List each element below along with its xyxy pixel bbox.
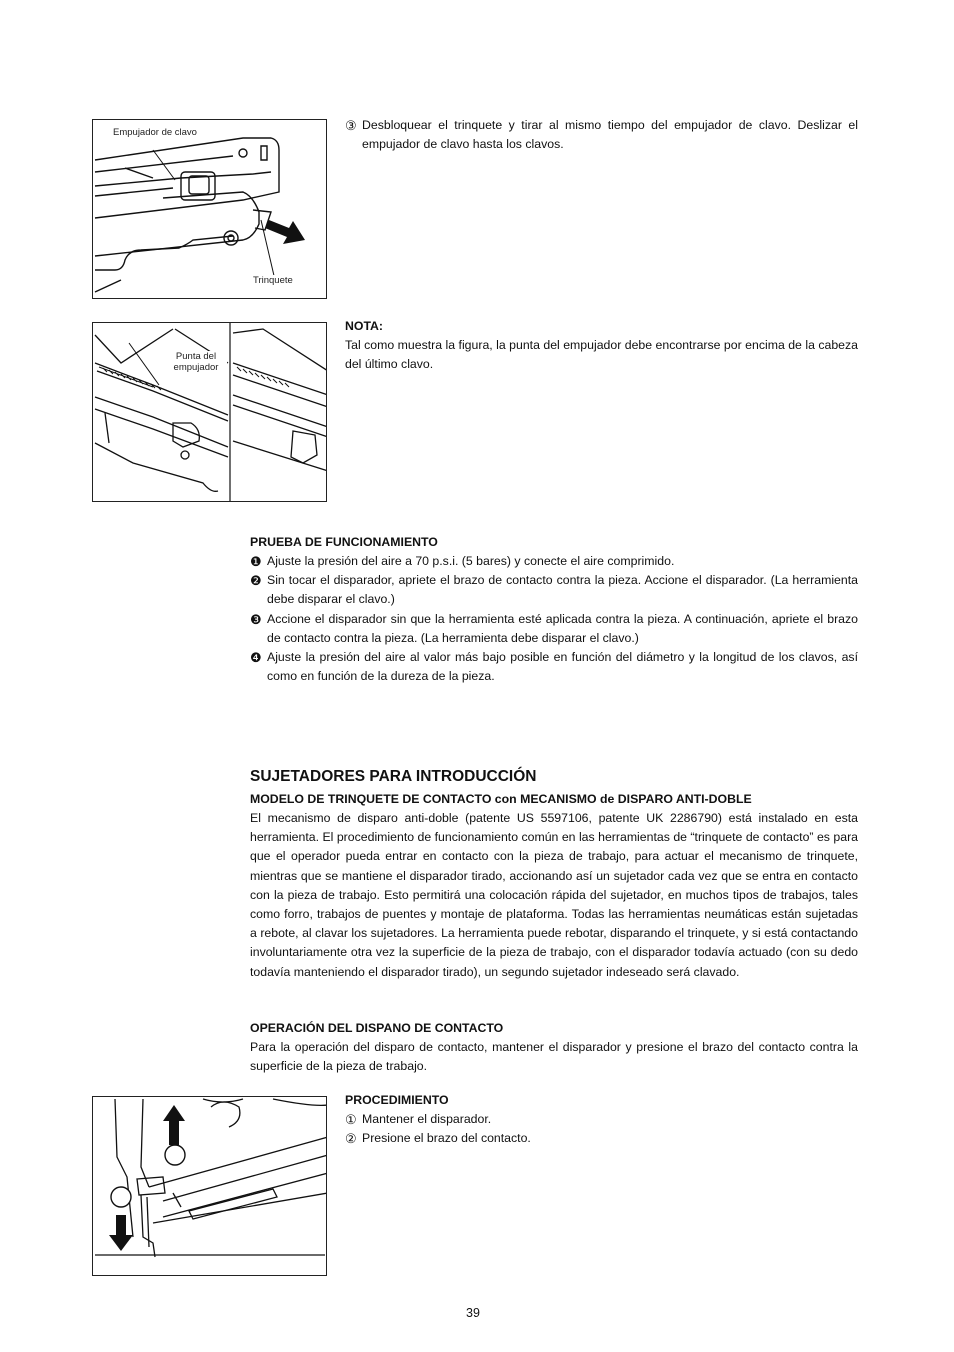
arrow-down-icon	[109, 1215, 133, 1251]
note-text: Tal como muestra la figura, la punta del empujador debe encontrarse por encima de la cabeza del último clavo.	[345, 338, 858, 372]
page-number: 39	[466, 1306, 480, 1320]
test-item	[250, 610, 858, 648]
test-heading: PRUEBA DE FUNCIONAMIENTO	[250, 535, 438, 549]
label-pusher-tip: Punta del empujador	[165, 351, 227, 373]
fasteners-section	[250, 790, 858, 982]
step-marker: ❸	[250, 611, 262, 627]
contact-operation-illustration	[93, 1097, 327, 1276]
step-marker: ②	[345, 1131, 357, 1147]
step-marker: ❷	[250, 573, 262, 589]
procedure-section	[345, 1091, 858, 1148]
contact-operation-text: Para la operación del disparo de contacto, mantener el disparador y presione el brazo del contacto contra la superficie de la pieza de trabajo.	[250, 1040, 858, 1074]
test-item-text: Sin tocar el disparador, apriete el brazo de contacto contra la pieza. Accione el disparador. (La herramienta debe disparar el clavo.)	[267, 573, 858, 607]
step-3	[345, 116, 858, 154]
procedure-item-text: Mantener el disparador.	[362, 1112, 492, 1126]
test-item-text: Accione el disparador sin que la herramienta esté aplicada contra la pieza. A continuación, apriete el brazo de contacto contra la pieza. (La herramienta debe disparar el clavo.)	[267, 611, 858, 645]
test-item	[250, 552, 858, 571]
callout-circle-2	[165, 1145, 185, 1165]
step-marker: ❹	[250, 650, 262, 666]
procedure-heading: PROCEDIMIENTO	[345, 1093, 449, 1107]
test-section	[250, 533, 858, 686]
step-marker: ③	[345, 118, 357, 133]
label-nail-pusher: Empujador de clavo	[113, 127, 197, 138]
procedure-item	[345, 1129, 858, 1148]
nail-pusher-illustration	[93, 120, 327, 299]
test-item-text: Ajuste la presión del aire al valor más bajo posible en función del diámetro y la longitud de los clavos, así como en función de la dureza de la pieza.	[267, 650, 858, 684]
section-title: SUJETADORES PARA INTRODUCCIÓN	[250, 768, 537, 785]
step-marker: ❶	[250, 554, 262, 569]
procedure-item-text: Presione el brazo del contacto.	[362, 1131, 531, 1146]
test-item-text: Ajuste la presión del aire a 70 p.s.i. (5 bares) y conecte el aire comprimido.	[267, 554, 675, 568]
figure-pusher-tip	[92, 322, 327, 502]
procedure-item	[345, 1110, 858, 1129]
figure-nail-pusher	[92, 119, 327, 299]
fasteners-paragraph: El mecanismo de disparo anti-doble (patente US 5597106, patente UK 2286790) está instalado en esta herramienta. El procedimiento de funcionamiento común en las herramientas de “trinquete de contacto” es para que el operador pueda entrar en contacto con la pieza de trabajo, para actuar el mecanismo de trinquete, mientras que se mantiene el disparador tirado, accionando así un sujetador cada vez que se entra en contacto con la pieza de trabajo. Esto permitirá una colocación rápida del sujetador, en muchos tipos de trabajos, tales como forro, trabajos de puentes y montaje de plataforma. Todas las herramientas neumáticas están sujetadas a rebote, al clavar los sujetadores. La herramienta puede rebotar, disparando el trinquete, y si está contactando involuntariamente otra vez la superficie de la pieza de trabajo, con el disparador todavía actuado (con su dedo todavía manteniendo el disparador tirado), un segundo sujetador indeseado será clavado.	[250, 811, 858, 979]
label-latch: Trinquete	[253, 275, 293, 286]
arrow-icon	[265, 220, 305, 244]
callout-circle-1	[111, 1187, 131, 1207]
step-3-text: Desbloquear el trinquete y tirar al mismo tiempo del empujador de clavo. Deslizar el empujador de clavo hasta los clavos.	[362, 118, 858, 152]
note-section	[345, 317, 858, 374]
step-marker: ①	[345, 1112, 357, 1127]
figure-contact-operation	[92, 1096, 327, 1276]
fasteners-subtitle: MODELO DE TRINQUETE DE CONTACTO con MECANISMO de DISPARO ANTI-DOBLE	[250, 792, 752, 806]
pusher-tip-illustration	[93, 323, 327, 502]
contact-operation-section	[250, 1019, 858, 1076]
test-item	[250, 648, 858, 686]
test-item	[250, 571, 858, 609]
contact-operation-heading: OPERACIÓN DEL DISPANO DE CONTACTO	[250, 1021, 504, 1035]
arrow-up-icon	[163, 1105, 185, 1145]
note-heading: NOTA:	[345, 319, 384, 333]
